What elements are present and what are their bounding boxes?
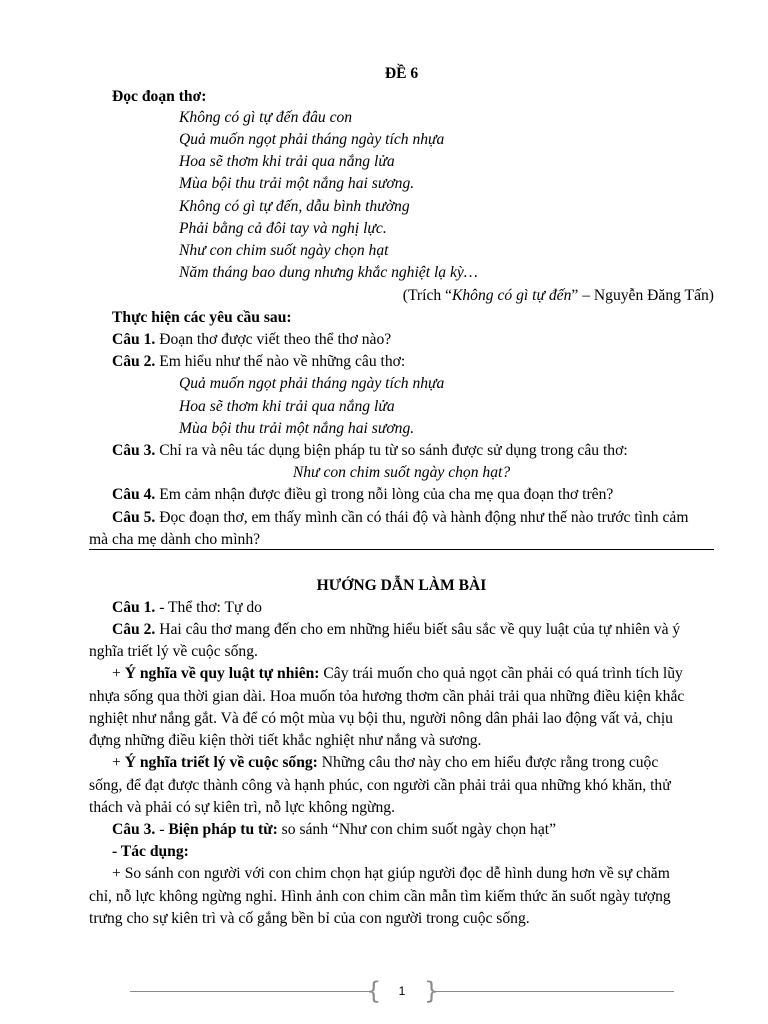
left-brace-icon: { xyxy=(366,977,382,1005)
question-5 xyxy=(112,507,714,529)
question-text: Em cảm nhận được điều gì trong nỗi lòng của cha mẹ qua đoạn thơ trên? xyxy=(155,486,614,503)
answer-text: - Thể thơ: Tự do xyxy=(155,599,262,616)
paragraph-line: trưng cho sự kiên trì và cố gắng bền bỉ của con người trong cuộc sống. xyxy=(89,910,530,927)
answer-3 xyxy=(112,819,556,841)
question-label: Câu 1. xyxy=(112,331,156,348)
poem-line: Hoa sẽ thơm khi trải qua nắng lửa xyxy=(179,153,395,170)
poem-source xyxy=(89,285,714,307)
answer-label: Câu 3. xyxy=(112,821,156,838)
effect-label: - Tác dụng: xyxy=(112,843,189,860)
poem-line: Phải bằng cả đôi tay và nghị lực. xyxy=(179,220,387,237)
answer-1 xyxy=(112,597,262,619)
section-divider xyxy=(89,549,714,550)
poem-line: Năm tháng bao dung nhưng khắc nghiệt lạ kỳ… xyxy=(179,264,478,281)
answer-text: Hai câu thơ mang đến cho em những hiểu biết sâu sắc về quy luật của tự nhiên và ý xyxy=(155,621,681,638)
paragraph-line: sống, để đạt được thành công và hạnh phúc, con người cần phải trải qua những khó khăn, thử xyxy=(89,777,671,794)
question-3 xyxy=(112,440,628,462)
answer-label: Câu 2. xyxy=(112,621,156,638)
question-text: Em hiểu như thế nào về những câu thơ: xyxy=(155,353,406,370)
nature-meaning-label: Ý nghĩa về quy luật tự nhiên: xyxy=(124,665,320,682)
question-4 xyxy=(112,484,613,506)
poem-line: Quả muốn ngọt phải tháng ngày tích nhựa xyxy=(179,131,445,148)
answer-2 xyxy=(112,619,680,641)
poem-line: Không có gì tự đến, dẫu bình thường xyxy=(179,198,410,215)
paragraph-line: + So sánh con người với con chim chọn hạt giúp người đọc dễ hình dung hơn về sự chăm xyxy=(112,865,670,882)
question-2 xyxy=(112,351,405,373)
footer-rule-left xyxy=(130,991,370,992)
question-text: Chỉ ra và nêu tác dụng biện pháp tu từ so sánh được sử dụng trong câu thơ: xyxy=(155,442,628,459)
answer-label: Câu 1. xyxy=(112,599,156,616)
device-label: Biện pháp tu từ: xyxy=(168,821,278,838)
dash: - xyxy=(155,821,169,838)
question-label: Câu 3. xyxy=(112,442,156,459)
poem-line: Không có gì tự đến đâu con xyxy=(179,109,353,126)
tasks-heading: Thực hiện các yêu cầu sau: xyxy=(112,309,292,326)
life-meaning xyxy=(112,752,658,774)
device-text: so sánh “Như con chim suốt ngày chọn hạt” xyxy=(277,821,557,838)
footer-rule-right xyxy=(434,991,674,992)
paragraph-line: nghiệt như nắng gắt. Và để có một mùa vụ bội thu, người nông dân phải lao động vất vả, chịu xyxy=(89,710,673,727)
nature-meaning xyxy=(112,663,683,685)
paragraph-line: chỉ, nỗ lực không ngừng nghỉ. Hình ảnh con chim cần mẫn tìm kiếm thức ăn suốt ngày tượng xyxy=(89,888,671,905)
source-suffix: ” – Nguyễn Đăng Tấn) xyxy=(571,287,714,304)
question-label: Câu 2. xyxy=(112,353,156,370)
question-text: Đọc đoạn thơ, em thấy mình cần có thái độ và hành động như thế nào trước tình cảm xyxy=(155,509,689,526)
paragraph-text: Những câu thơ này cho em hiểu được rằng trong cuộc xyxy=(317,754,659,771)
quoted-line: Hoa sẽ thơm khi trải qua nắng lửa xyxy=(179,398,395,415)
answer-2-continuation: nghĩa triết lý về cuộc sống. xyxy=(89,643,258,660)
bullet-plus: + xyxy=(112,665,125,682)
right-brace-icon: } xyxy=(424,977,440,1005)
paragraph-line: thách và phải có sự kiên trì, nỗ lực không ngừng. xyxy=(89,799,395,816)
quoted-line: Mùa bội thu trải một nắng hai sương. xyxy=(179,420,415,437)
exam-title: ĐỀ 6 xyxy=(384,65,419,82)
question-label: Câu 4. xyxy=(112,486,156,503)
guide-title: HƯỚNG DẪN LÀM BÀI xyxy=(316,577,487,594)
paragraph-text: Cây trái muốn cho quả ngọt cần phải có quá trình tích lũy xyxy=(319,665,683,682)
page-number: 1 xyxy=(398,984,406,998)
poem-line: Như con chim suốt ngày chọn hạt xyxy=(179,242,389,259)
question-1 xyxy=(112,329,391,351)
question-5-continuation: mà cha mẹ dành cho mình? xyxy=(89,531,261,548)
question-text: Đoạn thơ được viết theo thể thơ nào? xyxy=(155,331,392,348)
quoted-line: Quả muốn ngọt phải tháng ngày tích nhựa xyxy=(179,375,445,392)
source-prefix: (Trích “ xyxy=(402,287,452,304)
bullet-plus: + xyxy=(112,754,125,771)
read-heading: Đọc đoạn thơ: xyxy=(112,88,207,105)
question-label: Câu 5. xyxy=(112,509,156,526)
paragraph-line: nhựa sống qua thời gian dài. Hoa muốn tỏa hương thơm cần phải trải qua những điều kiện khắc xyxy=(89,688,685,705)
paragraph-line: đựng những điều kiện thời tiết khắc nghiệt như nắng và sương. xyxy=(89,732,482,749)
source-work: Không có gì tự đến xyxy=(451,287,572,304)
life-meaning-label: Ý nghĩa triết lý về cuộc sống: xyxy=(124,754,318,771)
quoted-line: Như con chim suốt ngày chọn hạt? xyxy=(292,464,511,481)
poem-line: Mùa bội thu trải một nắng hai sương. xyxy=(179,175,415,192)
